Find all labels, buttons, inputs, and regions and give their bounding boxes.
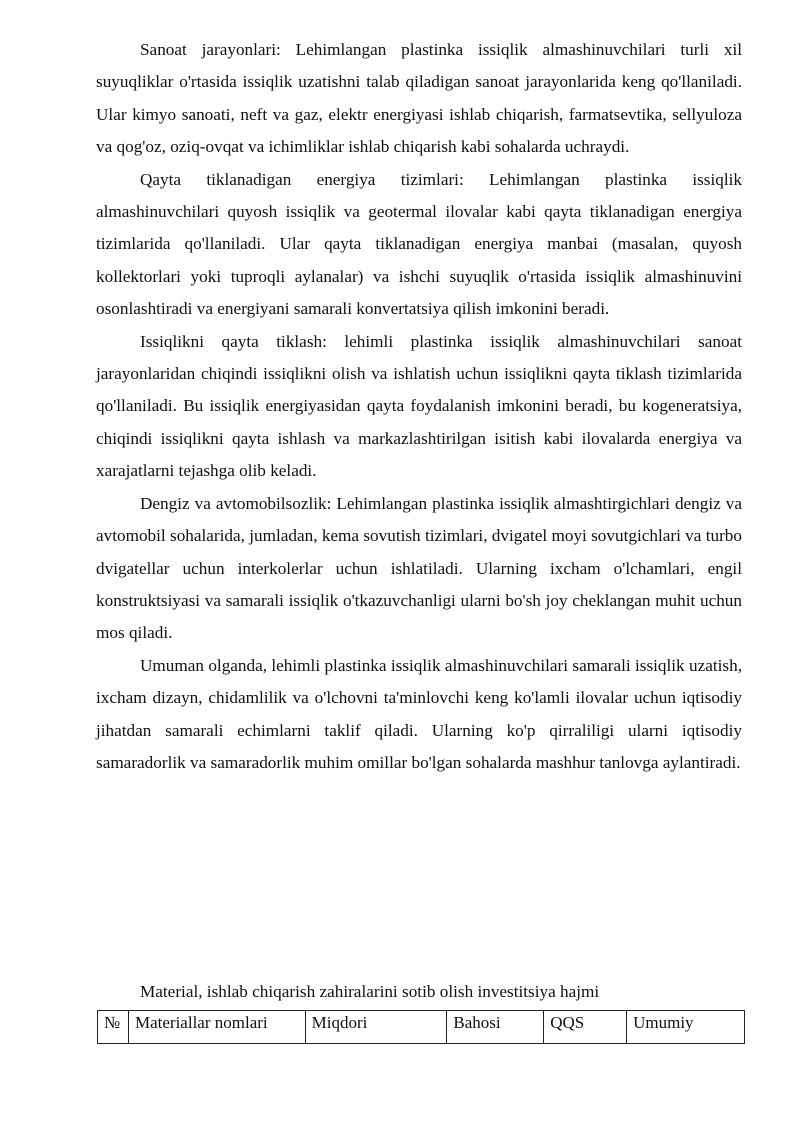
table-header-row [98,1011,745,1044]
paragraph-industrial-processes: Sanoat jarayonlari: Lehimlangan plastinka issiqlik almashinuvchilari turli xil suyuqliklar o'rtasida issiqlik uzatishni talab qiladigan sanoat jarayonlarida keng qo'llaniladi. Ular kimyo sanoati, neft va gaz, elektr energiyasi ishlab chiqarish, farmatsevtika, sellyuloza va qog'oz, oziq-ovqat va ichimliklar ishlab chiqarish kabi sohalarda uchraydi. [96,40,742,157]
paragraph-renewable-energy: Qayta tiklanadigan energiya tizimlari: Lehimlangan plastinka issiqlik almashinuvchilari quyosh issiqlik va geotermal ilovalar kabi qayta tiklanadigan energiya tizimlarida qo'llaniladi. Ular qayta tiklanadigan energiya manbai (masalan, quyosh kollektorlari yoki tuproqli aylanalar) va ishchi suyuqlik o'rtasida issiqlik almashinuvini osonlashtiradi va energiyani samarali konvertatsiya qilish imkonini beradi. [96,169,742,319]
materials-table [97,1010,745,1044]
paragraph-heat-recovery: Issiqlikni qayta tiklash: lehimli plastinka issiqlik almashinuvchilari sanoat jarayonlaridan chiqindi issiqlikni olish va ishlatish uchun issiqlikni qayta tiklash tizimlarida qo'llaniladi. Bu issiqlik energiyasidan qayta foydalanish imkonini beradi, bu kogeneratsiya, chiqindi issiqlikni qayta ishlash va markazlashtirilgan isitish kabi ilovalarda energiya va xarajatlarni tejashga olib keladi. [96,331,742,481]
header-vat: QQS [544,1011,627,1044]
paragraph-summary: Umuman olganda, lehimli plastinka issiqlik almashinuvchilari samarali issiqlik uzatish, ixcham dizayn, chidamlilik va o'lchovni ta'minlovchi keng ko'lamli ilovalar uchun iqtisodiy jihatdan samarali echimlarni taklif qiladi. Ularning ko'p qirraliligi ularni iqtisodiy samaradorlik va samaradorlik muhim omillar bo'lgan sohalarda mashhur tanlovga aylantiradi. [96,655,742,772]
header-total: Umumiy [627,1011,745,1044]
header-number: № [98,1011,129,1044]
header-price: Bahosi [447,1011,544,1044]
paragraph-marine-automotive: Dengiz va avtomobilsozlik: Lehimlangan plastinka issiqlik almashtirgichlari dengiz va avtomobil sohalarida, jumladan, kema sovutish tizimlari, dvigatel moyi sovutgichlari va turbo dvigatellar uchun interkolerlar uchun ishlatiladi. Ularning ixcham o'lchamlari, engil konstruktsiyasi va samarali issiqlik o'tkazuvchanligi ularni bo'sh joy cheklangan muhit uchun mos qiladi. [96,493,742,643]
document-body [96,34,742,779]
header-quantity: Miqdori [305,1011,447,1044]
table-caption: Material, ishlab chiqarish zahiralarini sotib olish investitsiya hajmi [140,982,600,1001]
header-material-name: Materiallar nomlari [128,1011,305,1044]
